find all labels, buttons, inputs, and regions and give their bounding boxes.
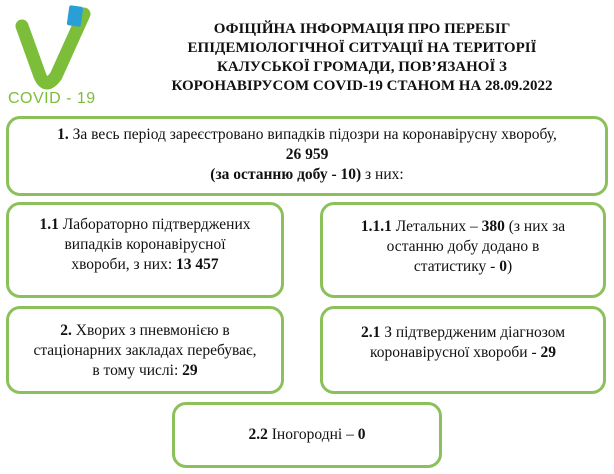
total-cases-value: 26 959 [285, 146, 329, 163]
logo-caption: COVID - 19 [8, 90, 96, 107]
pneumonia-value: 29 [182, 362, 198, 379]
page-title [118, 20, 606, 96]
box1-number: 1. [57, 126, 69, 143]
box2-2-number: 2.2 [248, 426, 268, 443]
total-cases-box [6, 116, 608, 196]
confirmed-cases-box [6, 202, 284, 298]
box2-line1: Хворих з пневмонією в [71, 322, 230, 339]
confirmed-cases-value: 13 457 [176, 256, 219, 273]
title-line-2: ЕПІДЕМІОЛОГІЧНОЇ СИТУАЦІЇ НА ТЕРИТОРІЇ [187, 40, 537, 56]
title-line-3: КАЛУСЬКОЇ ГРОМАДИ, ПОВ’ЯЗАНОЇ З [217, 59, 507, 75]
deaths-box [320, 202, 606, 298]
confirmed-diagnosis-box [320, 306, 606, 394]
box1-1-line1: Лабораторно підтверджених [58, 216, 251, 233]
box1-1-line3: хвороби, з них: [71, 256, 177, 273]
title-line-1: ОФІЦІЙНА ІНФОРМАЦІЯ ПРО ПЕРЕБІГ [213, 21, 511, 37]
nonresident-value: 0 [357, 426, 366, 443]
box2-line3: в тому числі: [92, 362, 183, 379]
nonresident-box [172, 402, 442, 468]
deaths-label: Летальних – [391, 218, 482, 235]
box2-1-line2: коронавірусної хвороби - [370, 344, 541, 361]
last-day-cases: (за останню добу - 10) [210, 166, 362, 183]
box2-1-line1: З підтвердженим діагнозом [380, 324, 566, 341]
box1-1-number: 1.1 [39, 216, 59, 233]
deaths-line3-post: ) [506, 258, 513, 275]
confirmed-diagnosis-value: 29 [540, 344, 556, 361]
box2-line2: стаціонарних закладах перебуває, [33, 342, 257, 359]
nonresident-label: Іногородні – [267, 426, 358, 443]
box1-1-line2: випадків коронавірусної [64, 236, 226, 253]
box1-1-1-number: 1.1.1 [360, 218, 392, 235]
title-line-4: КОРОНАВІРУСОМ COVID-19 СТАНОМ НА 28.09.2022 [171, 78, 553, 94]
deaths-value: 380 [481, 218, 505, 235]
box2-number: 2. [60, 322, 72, 339]
box1-tail: з них: [361, 166, 404, 183]
deaths-line3-pre: статистику - [413, 258, 500, 275]
deaths-line1-tail: (з них за [504, 218, 566, 235]
deaths-line2: останню добу додано в [386, 238, 540, 255]
box2-1-number: 2.1 [360, 324, 381, 341]
deaths-last-day-value: 0 [499, 258, 507, 275]
box1-text: За весь період зареєстровано випадків підозри на коронавірусну хворобу, [68, 126, 557, 143]
pneumonia-box [6, 306, 284, 394]
